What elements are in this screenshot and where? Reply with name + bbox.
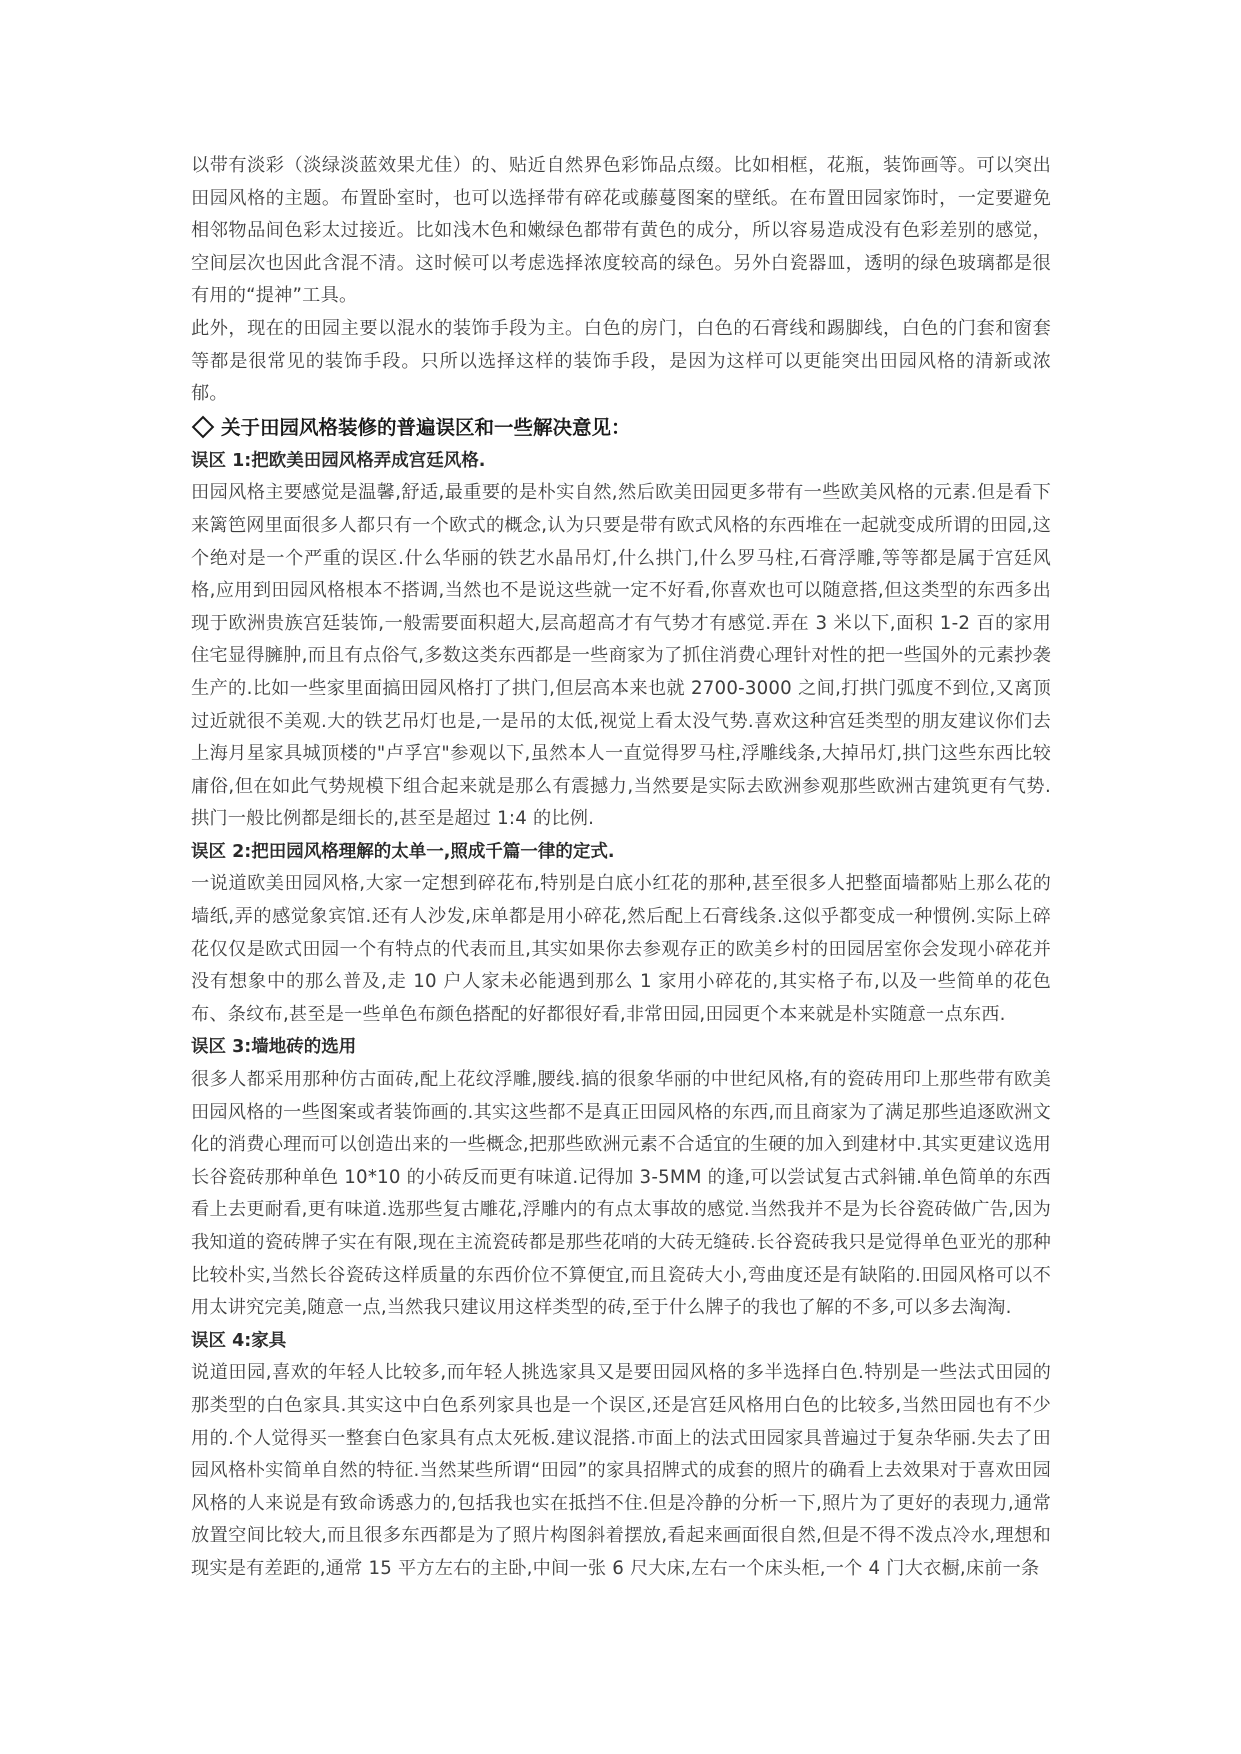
intro-paragraph-2: 此外，现在的田园主要以混水的装饰手段为主。白色的房门，白色的石膏线和踢脚线，白色的门套和窗套等都是很常见的装饰手段。只所以选择这样的装饰手段，是因为这样可以更能突出田园风格的清新或浓郁。: [191, 317, 1051, 405]
mistake-3-body: 很多人都采用那种仿古面砖,配上花纹浮雕,腰线.搞的很象华丽的中世纪风格,有的瓷砖用印上那些带有欧美田园风格的一些图案或者装饰画的.其实这些都不是真正田园风格的东西,而且商家为了满足那些追逐欧洲文化的消费心理而可以创造出来的一些概念,把那些欧洲元素不合适宜的生硬的加入到建材中.其实更建议选用长谷瓷砖那种单色 10*10 的小砖反而更有味道.记得加 3-5MM 的逢,可以尝试复古式斜铺.单色简单的东西看上去更耐看,更有味道.选那些复古雕花,浮雕内的有点太事故的感觉.当然我并不是为长谷瓷砖做广告,因为我知道的瓷砖牌子实在有限,现在主流瓷砖都是那些花哨的大砖无缝砖.长谷瓷砖我只是觉得单色亚光的那种比较朴实,当然长谷瓷砖这样质量的东西价位不算便宜,而且瓷砖大小,弯曲度还是有缺陷的.田园风格可以不用太讲究完美,随意一点,当然我只建议用这样类型的砖,至于什么牌子的我也了解的不多,可以多去淘淘.: [191, 1069, 1051, 1319]
intro-paragraph-1: 以带有淡彩（淡绿淡蓝效果尤佳）的、贴近自然界色彩饰品点缀。比如相框，花瓶，装饰画等。可以突出田园风格的主题。布置卧室时，也可以选择带有碎花或藤蔓图案的壁纸。在布置田园家饰时，一定要避免相邻物品间色彩太过接近。比如浅木色和嫩绿色都带有黄色的成分，所以容易造成没有色彩差别的感觉，空间层次也因此含混不清。这时候可以考虑选择浓度较高的绿色。另外白瓷器皿，透明的绿色玻璃都是很有用的“提神”工具。: [191, 155, 1051, 307]
mistake-2-heading: 误区 2:把田园风格理解的太单一,照成千篇一律的定式.: [191, 841, 615, 862]
diamond-bullet-icon: [192, 416, 215, 439]
document-page: [191, 150, 1051, 1586]
mistake-1-body: 田园风格主要感觉是温馨,舒适,最重要的是朴实自然,然后欧美田园更多带有一些欧美风格的元素.但是看下来篱笆网里面很多人都只有一个欧式的概念,认为只要是带有欧式风格的东西堆在一起就变成所谓的田园,这个绝对是一个严重的误区.什么华丽的铁艺水晶吊灯,什么拱门,什么罗马柱,石膏浮雕,等等都是属于宫廷风格,应用到田园风格根本不搭调,当然也不是说这些就一定不好看,你喜欢也可以随意搭,但这类型的东西多出现于欧洲贵族宫廷装饰,一般需要面积超大,层高超高才有气势才有感觉.弄在 3 米以下,面积 1-2 百的家用住宅显得臃肿,而且有点俗气,多数这类东西都是一些商家为了抓住消费心理针对性的把一些国外的元素抄袭生产的.比如一些家里面搞田园风格打了拱门,但层高本来也就 2700-3000 之间,打拱门弧度不到位,又离顶过近就很不美观.大的铁艺吊灯也是,一是吊的太低,视觉上看太没气势.喜欢这种宫廷类型的朋友建议你们去上海月星家具城顶楼的"卢孚宫"参观以下,虽然本人一直觉得罗马柱,浮雕线条,大掉吊灯,拱门这些东西比较庸俗,但在如此气势规模下组合起来就是那么有震撼力,当然要是实际去欧洲参观那些欧洲古建筑更有气势.拱门一般比例都是细长的,甚至是超过 1:4 的比例.: [191, 482, 1051, 830]
mistake-4-heading: 误区 4:家具: [191, 1330, 287, 1351]
section-title: [191, 411, 1051, 445]
mistake-4-body: 说道田园,喜欢的年轻人比较多,而年轻人挑选家具又是要田园风格的多半选择白色.特别是一些法式田园的那类型的白色家具.其实这中白色系列家具也是一个误区,还是宫廷风格用白色的比较多,当然田园也有不少用的.个人觉得买一整套白色家具有点太死板.建议混搭.市面上的法式田园家具普遍过于复杂华丽.失去了田园风格朴实简单自然的特征.当然某些所谓“田园”的家具招牌式的成套的照片的确看上去效果对于喜欢田园风格的人来说是有致命诱惑力的,包括我也实在抵挡不住.但是冷静的分析一下,照片为了更好的表现力,通常放置空间比较大,而且很多东西都是为了照片构图斜着摆放,看起来画面很自然,但是不得不泼点冷水,理想和现实是有差距的,通常 15 平方左右的主卧,中间一张 6 尺大床,左右一个床头柜,一个 4 门大衣橱,床前一条: [191, 1362, 1051, 1579]
section-title-text: 关于田园风格装修的普遍误区和一些解决意见：: [221, 415, 631, 439]
mistake-2-body: 一说道欧美田园风格,大家一定想到碎花布,特别是白底小红花的那种,甚至很多人把整面墙都贴上那么花的墙纸,弄的感觉象宾馆.还有人沙发,床单都是用小碎花,然后配上石膏线条.这似乎都变成一种惯例.实际上碎花仅仅是欧式田园一个有特点的代表而且,其实如果你去参观存正的欧美乡村的田园居室你会发现小碎花并没有想象中的那么普及,走 10 户人家未必能遇到那么 1 家用小碎花的,其实格子布,以及一些简单的花色布、条纹布,甚至是一些单色布颜色搭配的好都很好看,非常田园,田园更个本来就是朴实随意一点东西.: [191, 873, 1051, 1025]
mistake-1-heading: 误区 1:把欧美田园风格弄成宫廷风格.: [191, 450, 486, 471]
mistake-3-heading: 误区 3:墙地砖的选用: [191, 1037, 357, 1058]
